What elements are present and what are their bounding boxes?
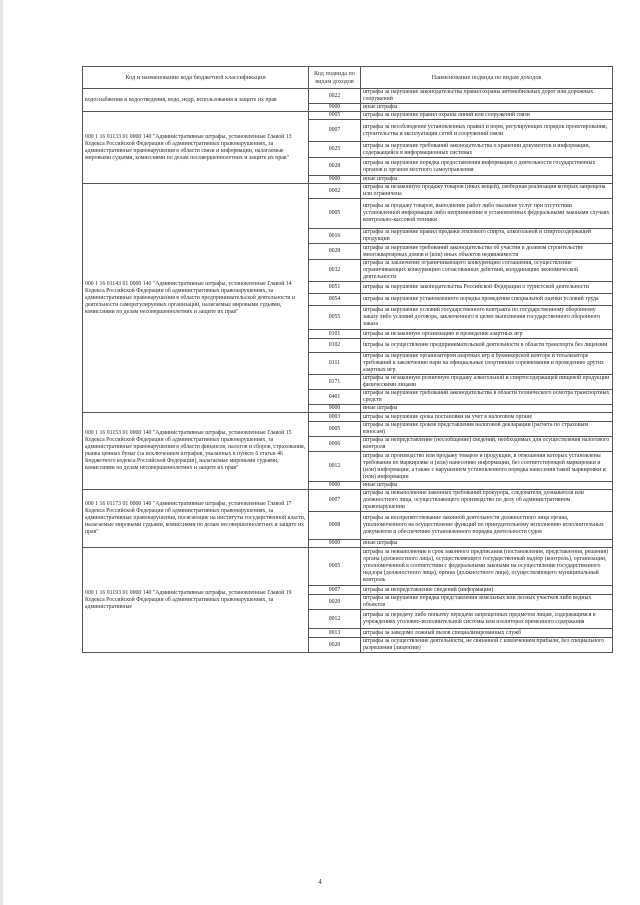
subtype-code: 0007 <box>309 586 361 595</box>
subtype-code: 0102 <box>309 339 361 353</box>
subtype-name: штрафы за воспрепятствование законной деятельности должностного лица органа, уполномоченного на осуществление функций по принудительному исполнению исполнительных документов и обеспечению установленного порядка деятельности судов <box>361 512 613 540</box>
subtype-code: 0012 <box>309 610 361 629</box>
header-subtype-code: Код подвида по видам доходов <box>309 67 361 89</box>
subtype-name: штрафы за незаконную организацию и проведение азартных игр <box>361 330 613 339</box>
subtype-code: 0007 <box>309 490 361 512</box>
subtype-name: штрафы за нарушение срока постановки на учет в налоговом органе <box>361 413 613 422</box>
table-row <box>83 89 613 104</box>
subtype-code: 0007 <box>309 120 361 142</box>
subtype-name: штрафы за осуществление предпринимательской деятельности в области транспорта без лицензии <box>361 339 613 353</box>
table-row <box>83 548 613 586</box>
subtype-name: штрафы за нарушение требований законодательства о хранении документов и информации, содержащейся в информационных системах <box>361 142 613 158</box>
subtype-name: штрафы за нарушение требований законодательства в области технического осмотра транспортных средств <box>361 390 613 405</box>
subtype-code: 0002 <box>309 184 361 199</box>
subtype-name: штрафы за нарушение порядка представления земельных или лесных участков либо водных объектов <box>361 595 613 610</box>
budget-classification-table <box>82 66 613 653</box>
subtype-name: штрафы за невыполнение законных требований прокурора, следователя, дознавателя или должностного лица, осуществляющего производство по делу об административном правонарушении <box>361 490 613 512</box>
kbk-group-title: 000 1 16 01153 01 0000 140 "Административные штрафы, установленные Главой 15 Кодекса Российской Федерации об административных правонарушениях, за административные правонарушения в области финансов, налогов и сборов, страхования, рынка ценных бумаг (за исключением штрафов, указанных в пункте 6 статьи 46 Бюджетного кодекса Российской Федерации), налагаемые мировыми судьями, комиссиями по делам несовершеннолетних и защите их прав" <box>83 413 309 490</box>
subtype-code: 0171 <box>309 375 361 390</box>
subtype-code: 0003 <box>309 413 361 422</box>
subtype-code: 9000 <box>309 482 361 490</box>
table-row <box>83 490 613 512</box>
kbk-group-title: водоснабжения и водоотведения, водо, недр, использования и защите их прав <box>83 89 309 112</box>
subtype-name: штрафы за нарушение порядка предоставления информации о деятельности государственных органов и органов местного самоуправления <box>361 158 613 176</box>
subtype-name: штрафы за осуществление деятельности, не связанной с извлечением прибыли, без специального разрешения (лицензии) <box>361 638 613 653</box>
kbk-group-title: 000 1 16 01173 01 0000 140 "Административные штрафы, установленные Главой 17 Кодекса Российской Федерации об административных правонарушениях, за административные правонарушения, посягающие на институты государственной власти, налагаемые мировыми судьями, комиссиями по делам несовершеннолетних и защите их прав" <box>83 490 309 548</box>
subtype-code: 0028 <box>309 244 361 260</box>
subtype-code: 0005 <box>309 422 361 437</box>
subtype-code: 0051 <box>309 282 361 294</box>
subtype-code: 0055 <box>309 306 361 330</box>
subtype-code: 9000 <box>309 405 361 413</box>
subtype-code: 0008 <box>309 512 361 540</box>
subtype-code: 9000 <box>309 104 361 112</box>
subtype-code: 0016 <box>309 229 361 244</box>
header-subtype-name: Наименование подвида по видам доходов <box>361 67 613 89</box>
subtype-name: штрафы за несоблюдение установленных правил и норм, регулирующих порядок проектирования, строительства и эксплуатации сетей и сооружений связи <box>361 120 613 142</box>
subtype-name: иные штрафы <box>361 104 613 112</box>
subtype-name: штрафы за незаконную продажу товаров (иных вещей), свободная реализация которых запрещена или ограничена <box>361 184 613 199</box>
subtype-code: 0022 <box>309 89 361 104</box>
subtype-code: 0005 <box>309 548 361 586</box>
subtype-code: 0006 <box>309 437 361 452</box>
subtype-name: штрафы за нарушение сроков представления налоговой декларации (расчета по страховым взносам) <box>361 422 613 437</box>
subtype-code: 0005 <box>309 112 361 120</box>
kbk-group-title: 000 1 16 01193 01 0000 140 "Административные штрафы, установленные Главой 19 Кодекса Российской Федерации об административных правонарушениях, за административные <box>83 548 309 653</box>
subtype-code: 0111 <box>309 353 361 375</box>
page-number: 4 <box>318 878 322 886</box>
subtype-name: штрафы за продажу товаров, выполнение работ либо оказание услуг при отсутствии установленной информации либо неприменение в установленных федеральными законами случаях контрольно-кассовой техники <box>361 199 613 229</box>
subtype-name: штрафы за нарушение правил охраны линий или сооружений связи <box>361 112 613 120</box>
subtype-name: иные штрафы <box>361 540 613 548</box>
subtype-name: штрафы за производство или продажу товаров и продукции, в отношении которых установлены требования по маркировке и (или) нанесению информации, без соответствующей маркировки и (или) информации, а также с нарушением установленного порядка нанесения такой маркировки и (или) информации <box>361 452 613 482</box>
subtype-code: 9000 <box>309 540 361 548</box>
subtype-code: 0032 <box>309 260 361 282</box>
subtype-code: 0005 <box>309 199 361 229</box>
table-row <box>83 112 613 120</box>
subtype-name: штрафы за непредставление (несообщение) сведений, необходимых для осуществления налогового контроля <box>361 437 613 452</box>
subtype-code: 0028 <box>309 158 361 176</box>
subtype-code: 0020 <box>309 638 361 653</box>
subtype-name: штрафы за нарушение организатором азартных игр в букмекерской конторе и тотализаторе требований к заключению пари на официальные спортивные соревнования и проведению других азартных игр <box>361 353 613 375</box>
kbk-group-title: 000 1 16 01143 01 0000 140 "Административные штрафы, установленные Главой 14 Кодекса Российской Федерации об административных правонарушениях, за административные правонарушения в области предпринимательской деятельности и деятельности саморегулируемых организаций, налагаемые мировыми судьями, комиссиями по делам несовершеннолетних и защите их прав" <box>83 184 309 413</box>
subtype-code: 0101 <box>309 330 361 339</box>
subtype-name: штрафы за непредставление сведений (информации) <box>361 586 613 595</box>
table-row <box>83 413 613 422</box>
subtype-name: штрафы за передачу либо попытку передачи запрещенных предметов лицам, содержащимся в учреждениях уголовно-исполнительной системы или изоляторах временного содержания <box>361 610 613 629</box>
scan-edge <box>0 0 3 905</box>
subtype-code: 9000 <box>309 176 361 184</box>
subtype-code: 0025 <box>309 142 361 158</box>
kbk-group-title: 000 1 16 01133 01 0000 140 "Административные штрафы, установленные Главой 13 Кодекса Российской Федерации об административных правонарушениях, за административные правонарушения в области связи и информации, налагаемые мировыми судьями, комиссиями по делам несовершеннолетних и защите их прав" <box>83 112 309 184</box>
subtype-name: штрафы за заключение ограничивающего конкуренцию соглашения, осуществление ограничивающих конкуренцию согласованных действий, координацию экономической деятельности <box>361 260 613 282</box>
subtype-name: штрафы за заведомо ложный вызов специализированных служб <box>361 629 613 638</box>
subtype-name: штрафы за незаконную розничную продажу алкогольной и спиртосодержащей пищевой продукции физическими лицами <box>361 375 613 390</box>
subtype-code: 0054 <box>309 294 361 306</box>
table-body <box>83 89 613 653</box>
subtype-name: штрафы за нарушение правил продажи этилового спирта, алкогольной и спиртосодержащей продукции <box>361 229 613 244</box>
header-kbk-code: Код и наименование кода бюджетной классификации <box>83 67 309 89</box>
subtype-code: 0013 <box>309 629 361 638</box>
table-row <box>83 184 613 199</box>
subtype-code: 0012 <box>309 452 361 482</box>
subtype-name: штрафы за нарушение законодательства Российской Федерации о туристской деятельности <box>361 282 613 294</box>
subtype-name: штрафы за нарушение установленного порядка проведения специальной оценки условий труда <box>361 294 613 306</box>
table-header-row <box>83 67 613 89</box>
subtype-name: иные штрафы <box>361 176 613 184</box>
subtype-name: штрафы за нарушение требований законодательства об участии в долевом строительстве многоквартирных домов и (или) иных объектов недвижимости <box>361 244 613 260</box>
subtype-name: штрафы за невыполнение в срок законного предписания (постановления, представления, решения) органа (должностного лица), осуществляющего государственный надзор (контроль), организации, уполномоченной в соответствии с федеральными законами на осуществление государственного надзора (должностного лица), органа (должностного лица), осуществляющего муниципальный контроль <box>361 548 613 586</box>
subtype-code: 0401 <box>309 390 361 405</box>
subtype-name: штрафы за нарушение законодательства правил охраны автомобильных дорог или дорожных сооружений <box>361 89 613 104</box>
subtype-name: штрафы за нарушение условий государственного контракта по государственному оборонному заказу либо условий договора, заключенного в целях выполнения государственного оборонного заказа <box>361 306 613 330</box>
subtype-name: иные штрафы <box>361 405 613 413</box>
subtype-code: 0020 <box>309 595 361 610</box>
subtype-name: иные штрафы <box>361 482 613 490</box>
